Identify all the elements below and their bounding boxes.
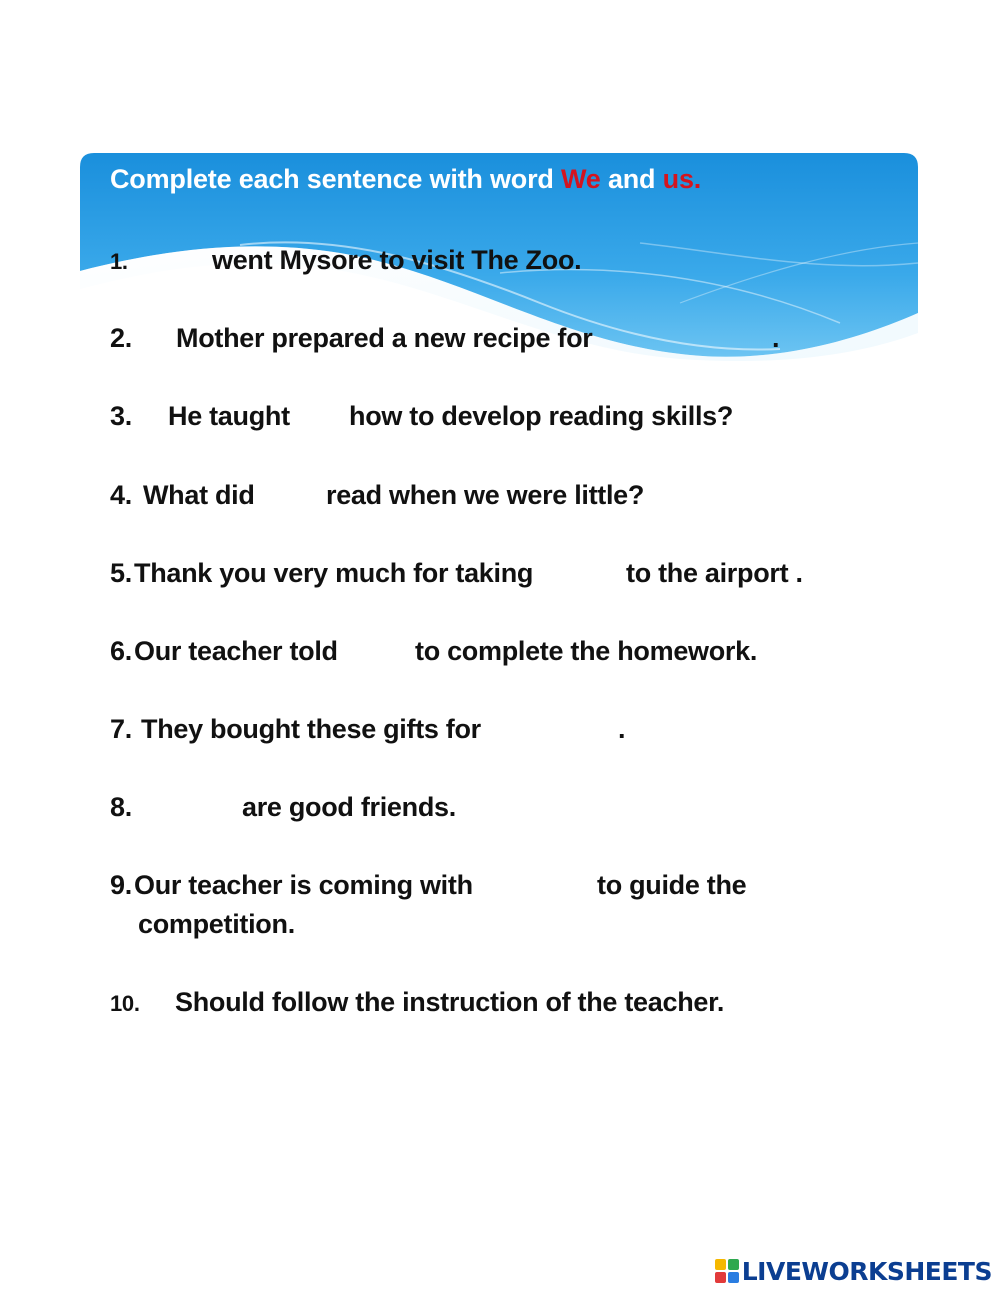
question-text: Our teacher told: [134, 636, 338, 666]
question-text-end: to the airport .: [626, 558, 803, 588]
question-number: 10.: [110, 991, 140, 1016]
question-text: What did: [143, 480, 255, 510]
question-number: 9.: [110, 870, 132, 900]
question-text-end: .: [772, 323, 780, 353]
question-number: 6.: [110, 636, 132, 666]
question-number: 8.: [110, 792, 132, 822]
question-number: 7.: [110, 714, 132, 744]
logo-wordmark: LIVEWORKSHEETS: [741, 1256, 992, 1286]
question-text-end: .: [618, 714, 626, 744]
logo-block: [715, 1259, 726, 1270]
question-number: 1.: [110, 249, 128, 274]
question-number: 4.: [110, 480, 132, 510]
question-text-end: to guide the: [597, 870, 747, 900]
liveworksheets-logo: [715, 1254, 992, 1288]
logo-block: [715, 1272, 726, 1283]
question-text: went Mysore to visit The Zoo.: [212, 245, 582, 275]
question-text: Mother prepared a new recipe for: [176, 323, 593, 353]
logo-blocks-icon: [715, 1259, 739, 1283]
logo-block: [728, 1272, 739, 1283]
question-text-end: to complete the homework.: [415, 636, 758, 666]
instruction-heading: [110, 164, 701, 195]
word-and: and: [600, 164, 663, 194]
question-text: Our teacher is coming with: [134, 870, 473, 900]
question-number: 2.: [110, 323, 132, 353]
word-us: us.: [662, 164, 702, 194]
question-text: Should follow the instruction of the teacher.: [175, 987, 725, 1017]
question-text: They bought these gifts for: [141, 714, 481, 744]
word-we: We: [561, 164, 601, 194]
question-text-end: read when we were little?: [326, 480, 645, 510]
question-text-continued: competition.: [138, 909, 295, 939]
logo-block: [728, 1259, 739, 1270]
question-text-end: how to develop reading skills?: [349, 401, 734, 431]
question-number: 3.: [110, 401, 132, 431]
question-number: 5.: [110, 558, 132, 588]
instruction-text: Complete each sentence with word: [110, 164, 562, 194]
question-text: He taught: [168, 401, 290, 431]
question-text: Thank you very much for taking: [134, 558, 534, 588]
question-text: are good friends.: [242, 792, 456, 822]
